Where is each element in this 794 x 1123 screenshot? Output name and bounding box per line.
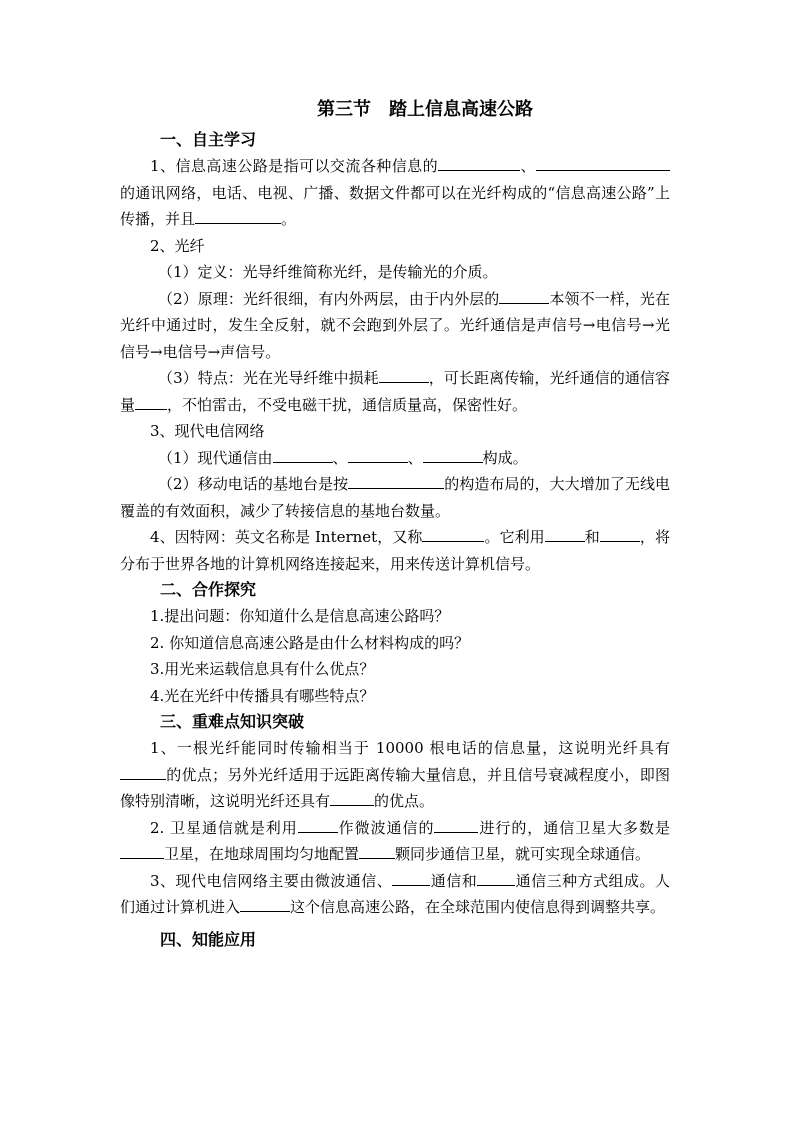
fill-blank[interactable] bbox=[120, 764, 166, 780]
fill-blank[interactable] bbox=[298, 817, 338, 833]
paragraph-3-1: 1、一根光纤能同时传输相当于 10000 根电话的信息量，这说明光纤具有的优点；另外光纤适用于远距离传输大量信息，并且信号衰减程度小，即图像特别清晰，这说明光纤还具有 的优点。 bbox=[120, 739, 670, 810]
paragraph-1-2-1: （1）定义：光导纤维简称光纤，是传输光的介质。 bbox=[158, 263, 498, 281]
paragraph-1-2-3: （3）特点：光在光导纤维中损耗 ，可长距离传输，光纤通信的通信容量 ，不怕雷击，不受电磁干扰，通信质量高，保密性好。 bbox=[120, 369, 670, 414]
fill-blank[interactable] bbox=[330, 790, 374, 806]
paragraph-1-2: 2、光纤 bbox=[150, 236, 205, 255]
question-2-1: 1.提出问题：你知道什么是信息高速公路吗？ bbox=[150, 607, 450, 625]
fill-blank[interactable] bbox=[536, 155, 670, 171]
fill-blank[interactable] bbox=[359, 843, 395, 859]
fill-blank[interactable] bbox=[600, 526, 640, 542]
section-heading-2: 二、合作探究 bbox=[160, 580, 257, 599]
fill-blank[interactable] bbox=[348, 447, 408, 463]
fill-blank[interactable] bbox=[545, 526, 585, 542]
paragraph-1-3-2: （2）移动电话的基地台是按 的构造布局的，大大增加了无线电覆盖的有效面积，减少了转接信息的基地台数量。 bbox=[120, 475, 670, 520]
paragraph-1-3: 3、现代电信网络 bbox=[150, 422, 265, 440]
fill-blank[interactable] bbox=[434, 817, 478, 833]
fill-blank[interactable] bbox=[273, 447, 333, 463]
paragraph-1-4: 4、因特网：英文名称是 Internet，又称 。它利用 和 ，将分布于世界各地的计算机网络连接起来，用来传送计算机信号。 bbox=[120, 528, 670, 573]
paragraph-1-1: 1、信息高速公路是指可以交流各种信息的 、的通讯网络，电话、电视、广播、数据文件都可以在光纤构成的“信息高速公路”上传播，并且 。 bbox=[120, 157, 670, 228]
page-title: 第三节 踏上信息高速公路 bbox=[317, 99, 533, 120]
fill-blank[interactable] bbox=[348, 473, 444, 489]
fill-blank[interactable] bbox=[477, 870, 515, 886]
paragraph-3-2: 2. 卫星通信就是利用 作微波通信的 进行的，通信卫星大多数是卫星，在地球周围均匀地配置 颗同步通信卫星，就可实现全球通信。 bbox=[120, 815, 670, 868]
question-2-2: 2. 你知道信息高速公路是由什么材料构成的吗？ bbox=[150, 633, 470, 652]
fill-blank[interactable] bbox=[392, 870, 430, 886]
fill-blank[interactable] bbox=[120, 843, 164, 859]
paragraph-3-3: 3、现代电信网络主要由微波通信、 通信和 通信三种方式组成。人们通过计算机进入 这个信息高速公路，在全球范围内使信息得到调整共享。 bbox=[120, 871, 670, 916]
question-2-3: 3.用光来运载信息具有什么优点？ bbox=[150, 660, 375, 678]
fill-blank[interactable] bbox=[379, 367, 429, 383]
paragraph-1-3-1: （1）现代通信由 、 、 构成。 bbox=[158, 448, 528, 467]
paragraph-1-2-2: （2）原理：光纤很细，有内外两层，由于内外层的 本领不一样，光在光纤中通过时，发生全反射，就不会跑到外层了。光纤通信是声信号→电信号→光信号→电信号→声信号。 bbox=[120, 289, 670, 361]
worksheet-content bbox=[120, 95, 670, 953]
fill-blank[interactable] bbox=[135, 394, 167, 410]
fill-blank[interactable] bbox=[240, 896, 290, 912]
fill-blank[interactable] bbox=[499, 288, 549, 304]
fill-blank[interactable] bbox=[423, 447, 483, 463]
fill-blank[interactable] bbox=[438, 155, 520, 171]
fill-blank[interactable] bbox=[422, 526, 484, 542]
question-2-4: 4.光在光纤中传播具有哪些特点？ bbox=[150, 686, 375, 705]
fill-blank[interactable] bbox=[195, 208, 281, 224]
section-heading-1: 一、自主学习 bbox=[160, 130, 257, 149]
section-heading-3: 三、重难点知识突破 bbox=[160, 712, 305, 731]
section-heading-4: 四、知能应用 bbox=[160, 929, 257, 949]
